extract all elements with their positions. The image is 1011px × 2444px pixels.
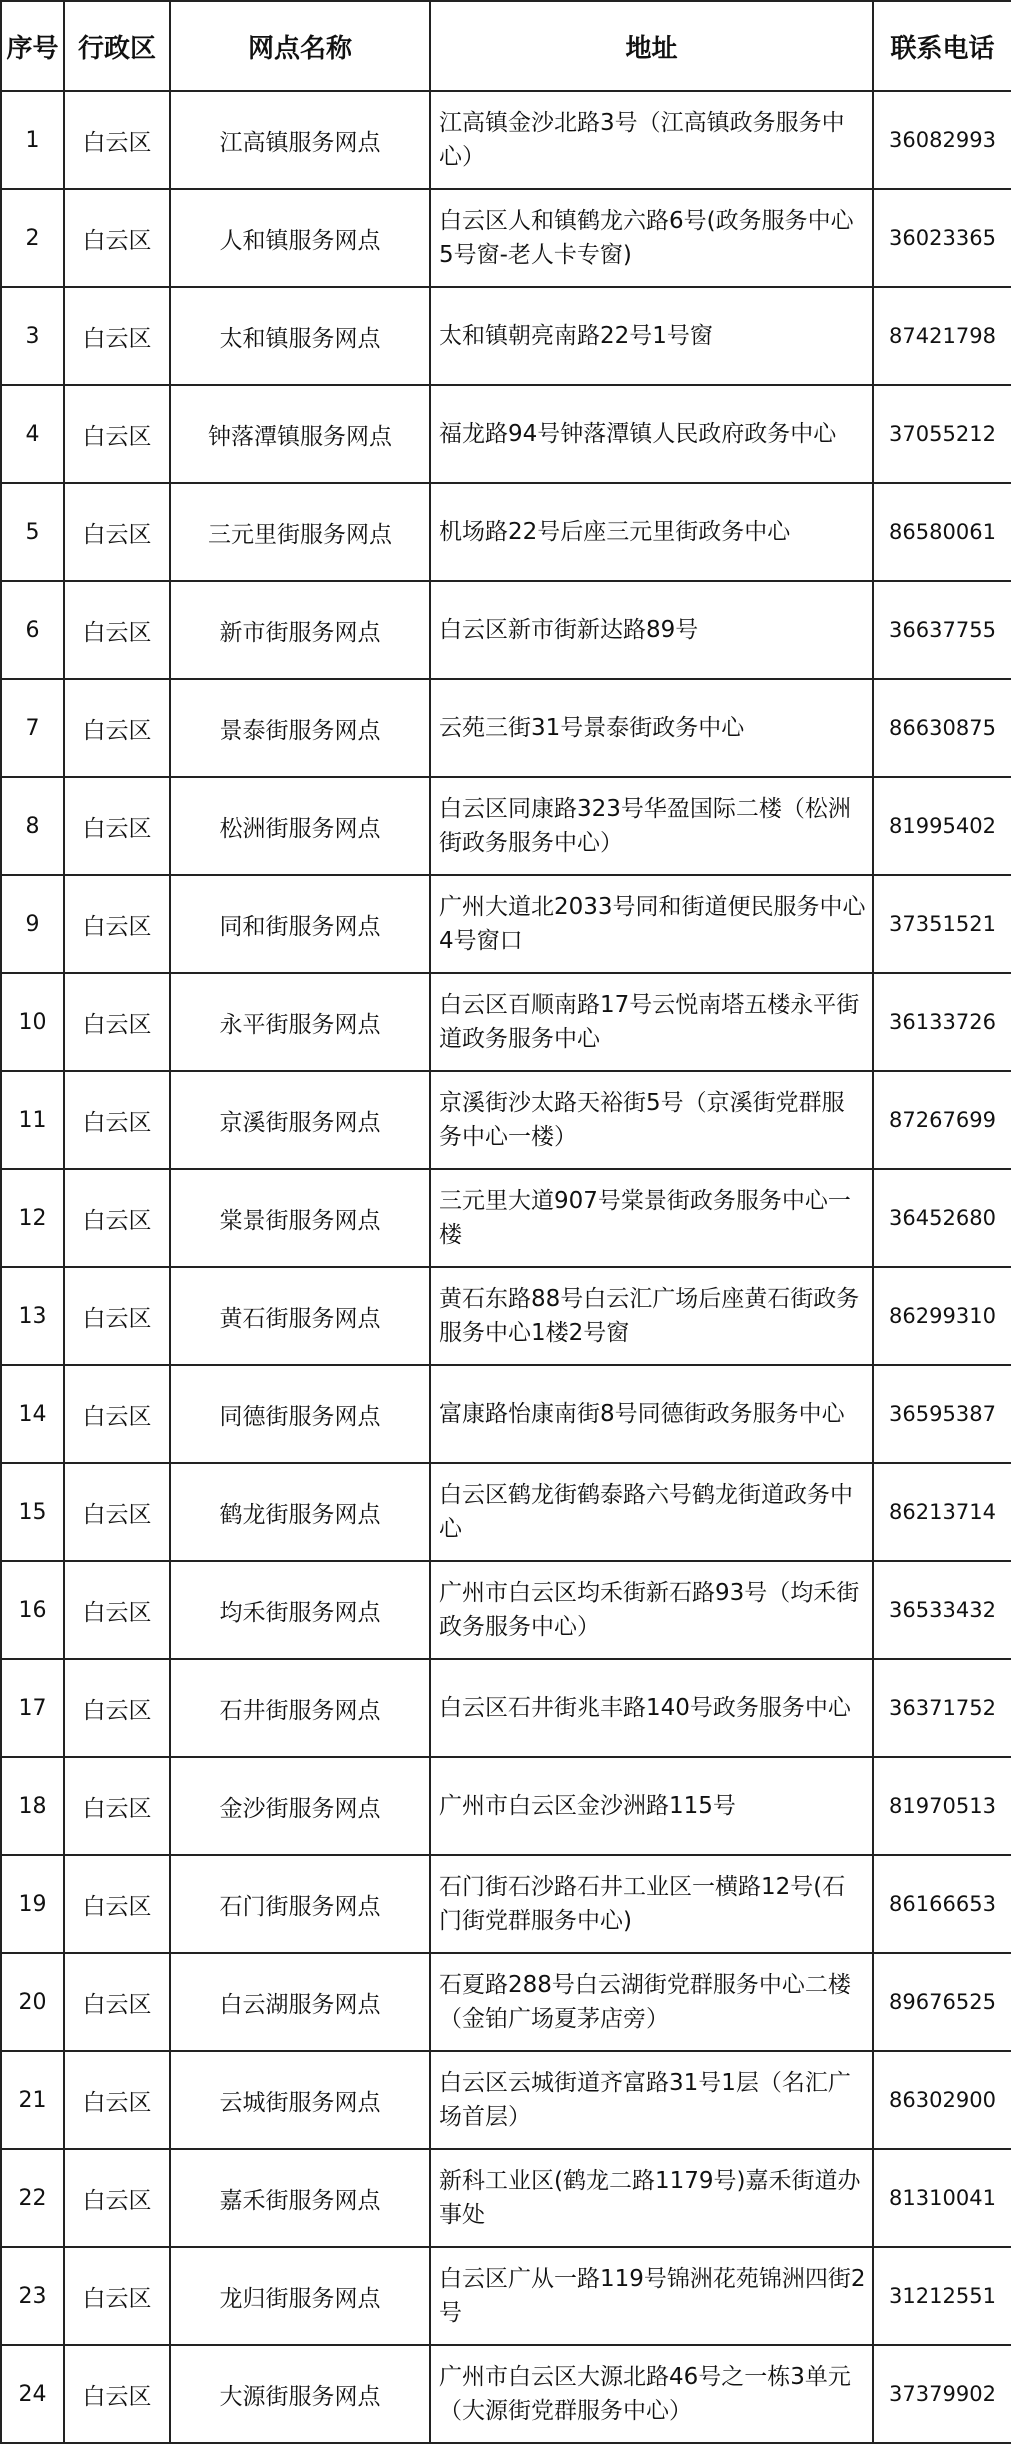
cell-address: 白云区人和镇鹤龙六路6号(政务服务中心5号窗-老人卡专窗) [430, 189, 873, 287]
cell-phone: 89676525 [873, 1953, 1011, 2051]
cell-point-name: 棠景街服务网点 [170, 1169, 430, 1267]
cell-address: 白云区鹤龙街鹤泰路六号鹤龙街道政务中心 [430, 1463, 873, 1561]
cell-index: 2 [1, 189, 64, 287]
cell-district: 白云区 [64, 581, 170, 679]
cell-point-name: 江高镇服务网点 [170, 91, 430, 189]
cell-phone: 37379902 [873, 2345, 1011, 2443]
table-row [1, 189, 1011, 287]
cell-address: 云苑三街31号景泰街政务中心 [430, 679, 873, 777]
cell-index: 5 [1, 483, 64, 581]
cell-district: 白云区 [64, 1855, 170, 1953]
cell-point-name: 石门街服务网点 [170, 1855, 430, 1953]
cell-point-name: 同和街服务网点 [170, 875, 430, 973]
table-row [1, 1267, 1011, 1365]
header-address: 地址 [430, 1, 873, 91]
table-row [1, 287, 1011, 385]
cell-point-name: 龙归街服务网点 [170, 2247, 430, 2345]
table-row [1, 1071, 1011, 1169]
cell-phone: 37055212 [873, 385, 1011, 483]
header-name: 网点名称 [170, 1, 430, 91]
cell-phone: 36452680 [873, 1169, 1011, 1267]
table-row [1, 91, 1011, 189]
cell-index: 4 [1, 385, 64, 483]
table-row [1, 1855, 1011, 1953]
cell-index: 6 [1, 581, 64, 679]
table-row [1, 679, 1011, 777]
table-row [1, 1463, 1011, 1561]
cell-phone: 36082993 [873, 91, 1011, 189]
cell-index: 1 [1, 91, 64, 189]
cell-index: 12 [1, 1169, 64, 1267]
header-phone: 联系电话 [873, 1, 1011, 91]
cell-phone: 86580061 [873, 483, 1011, 581]
table-body [1, 91, 1011, 2443]
table-row [1, 1561, 1011, 1659]
cell-address: 石夏路288号白云湖街党群服务中心二楼（金铂广场夏茅店旁） [430, 1953, 873, 2051]
cell-point-name: 白云湖服务网点 [170, 1953, 430, 2051]
table-row [1, 483, 1011, 581]
header-index: 序号 [1, 1, 64, 91]
table-row [1, 1659, 1011, 1757]
cell-address: 广州市白云区均禾街新石路93号（均禾街政务服务中心） [430, 1561, 873, 1659]
cell-address: 广州大道北2033号同和街道便民服务中心4号窗口 [430, 875, 873, 973]
cell-district: 白云区 [64, 1267, 170, 1365]
cell-address: 白云区云城街道齐富路31号1层（名汇广场首层） [430, 2051, 873, 2149]
cell-phone: 36637755 [873, 581, 1011, 679]
cell-address: 广州市白云区金沙洲路115号 [430, 1757, 873, 1855]
cell-address: 广州市白云区大源北路46号之一栋3单元（大源街党群服务中心） [430, 2345, 873, 2443]
cell-point-name: 云城街服务网点 [170, 2051, 430, 2149]
cell-phone: 86302900 [873, 2051, 1011, 2149]
cell-phone: 87421798 [873, 287, 1011, 385]
cell-index: 11 [1, 1071, 64, 1169]
cell-index: 16 [1, 1561, 64, 1659]
cell-district: 白云区 [64, 1169, 170, 1267]
cell-index: 14 [1, 1365, 64, 1463]
cell-address: 黄石东路88号白云汇广场后座黄石街政务服务中心1楼2号窗 [430, 1267, 873, 1365]
table-row [1, 1953, 1011, 2051]
cell-district: 白云区 [64, 1365, 170, 1463]
cell-district: 白云区 [64, 287, 170, 385]
cell-phone: 36533432 [873, 1561, 1011, 1659]
table-row [1, 875, 1011, 973]
cell-phone: 86299310 [873, 1267, 1011, 1365]
cell-index: 8 [1, 777, 64, 875]
table-row [1, 1365, 1011, 1463]
cell-point-name: 太和镇服务网点 [170, 287, 430, 385]
cell-district: 白云区 [64, 875, 170, 973]
cell-index: 19 [1, 1855, 64, 1953]
cell-point-name: 人和镇服务网点 [170, 189, 430, 287]
cell-address: 京溪街沙太路天裕街5号（京溪街党群服务中心一楼） [430, 1071, 873, 1169]
cell-phone: 37351521 [873, 875, 1011, 973]
cell-district: 白云区 [64, 2247, 170, 2345]
table-row [1, 973, 1011, 1071]
cell-point-name: 鹤龙街服务网点 [170, 1463, 430, 1561]
cell-phone: 81970513 [873, 1757, 1011, 1855]
cell-district: 白云区 [64, 385, 170, 483]
cell-phone: 36595387 [873, 1365, 1011, 1463]
cell-index: 3 [1, 287, 64, 385]
cell-district: 白云区 [64, 2345, 170, 2443]
cell-address: 机场路22号后座三元里街政务中心 [430, 483, 873, 581]
table-header-row [1, 1, 1011, 91]
cell-index: 10 [1, 973, 64, 1071]
cell-phone: 81995402 [873, 777, 1011, 875]
cell-point-name: 大源街服务网点 [170, 2345, 430, 2443]
cell-index: 23 [1, 2247, 64, 2345]
cell-index: 18 [1, 1757, 64, 1855]
cell-address: 富康路怡康南街8号同德街政务服务中心 [430, 1365, 873, 1463]
table-row [1, 2247, 1011, 2345]
table-row [1, 385, 1011, 483]
cell-point-name: 黄石街服务网点 [170, 1267, 430, 1365]
cell-point-name: 新市街服务网点 [170, 581, 430, 679]
cell-address: 三元里大道907号棠景街政务服务中心一楼 [430, 1169, 873, 1267]
cell-phone: 36371752 [873, 1659, 1011, 1757]
cell-address: 白云区石井街兆丰路140号政务服务中心 [430, 1659, 873, 1757]
cell-index: 20 [1, 1953, 64, 2051]
cell-district: 白云区 [64, 973, 170, 1071]
cell-point-name: 松洲街服务网点 [170, 777, 430, 875]
cell-point-name: 石井街服务网点 [170, 1659, 430, 1757]
cell-point-name: 均禾街服务网点 [170, 1561, 430, 1659]
cell-index: 7 [1, 679, 64, 777]
cell-phone: 86166653 [873, 1855, 1011, 1953]
cell-district: 白云区 [64, 483, 170, 581]
cell-district: 白云区 [64, 1757, 170, 1855]
cell-index: 21 [1, 2051, 64, 2149]
cell-point-name: 钟落潭镇服务网点 [170, 385, 430, 483]
cell-index: 24 [1, 2345, 64, 2443]
cell-address: 石门街石沙路石井工业区一横路12号(石门街党群服务中心) [430, 1855, 873, 1953]
cell-address: 新科工业区(鹤龙二路1179号)嘉禾街道办事处 [430, 2149, 873, 2247]
cell-address: 白云区百顺南路17号云悦南塔五楼永平街道政务服务中心 [430, 973, 873, 1071]
cell-district: 白云区 [64, 1071, 170, 1169]
cell-phone: 87267699 [873, 1071, 1011, 1169]
cell-point-name: 嘉禾街服务网点 [170, 2149, 430, 2247]
cell-address: 白云区同康路323号华盈国际二楼（松洲街政务服务中心） [430, 777, 873, 875]
table-row [1, 1169, 1011, 1267]
cell-index: 22 [1, 2149, 64, 2247]
cell-phone: 86213714 [873, 1463, 1011, 1561]
cell-point-name: 三元里街服务网点 [170, 483, 430, 581]
cell-district: 白云区 [64, 2149, 170, 2247]
cell-address: 白云区广从一路119号锦洲花苑锦洲四街2号 [430, 2247, 873, 2345]
cell-district: 白云区 [64, 1953, 170, 2051]
table-row [1, 2345, 1011, 2443]
cell-address: 江高镇金沙北路3号（江高镇政务服务中心） [430, 91, 873, 189]
cell-index: 13 [1, 1267, 64, 1365]
cell-district: 白云区 [64, 2051, 170, 2149]
cell-index: 17 [1, 1659, 64, 1757]
table-row [1, 2149, 1011, 2247]
cell-phone: 36133726 [873, 973, 1011, 1071]
cell-address: 福龙路94号钟落潭镇人民政府政务中心 [430, 385, 873, 483]
cell-district: 白云区 [64, 1561, 170, 1659]
cell-district: 白云区 [64, 679, 170, 777]
cell-point-name: 金沙街服务网点 [170, 1757, 430, 1855]
cell-index: 15 [1, 1463, 64, 1561]
header-district: 行政区 [64, 1, 170, 91]
cell-point-name: 景泰街服务网点 [170, 679, 430, 777]
cell-address: 白云区新市街新达路89号 [430, 581, 873, 679]
cell-district: 白云区 [64, 1463, 170, 1561]
cell-phone: 36023365 [873, 189, 1011, 287]
cell-phone: 81310041 [873, 2149, 1011, 2247]
cell-point-name: 同德街服务网点 [170, 1365, 430, 1463]
cell-district: 白云区 [64, 91, 170, 189]
cell-point-name: 京溪街服务网点 [170, 1071, 430, 1169]
cell-district: 白云区 [64, 777, 170, 875]
table-row [1, 2051, 1011, 2149]
table-row [1, 581, 1011, 679]
cell-point-name: 永平街服务网点 [170, 973, 430, 1071]
cell-phone: 31212551 [873, 2247, 1011, 2345]
cell-index: 9 [1, 875, 64, 973]
cell-district: 白云区 [64, 189, 170, 287]
table-row [1, 777, 1011, 875]
cell-address: 太和镇朝亮南路22号1号窗 [430, 287, 873, 385]
cell-phone: 86630875 [873, 679, 1011, 777]
cell-district: 白云区 [64, 1659, 170, 1757]
table-row [1, 1757, 1011, 1855]
